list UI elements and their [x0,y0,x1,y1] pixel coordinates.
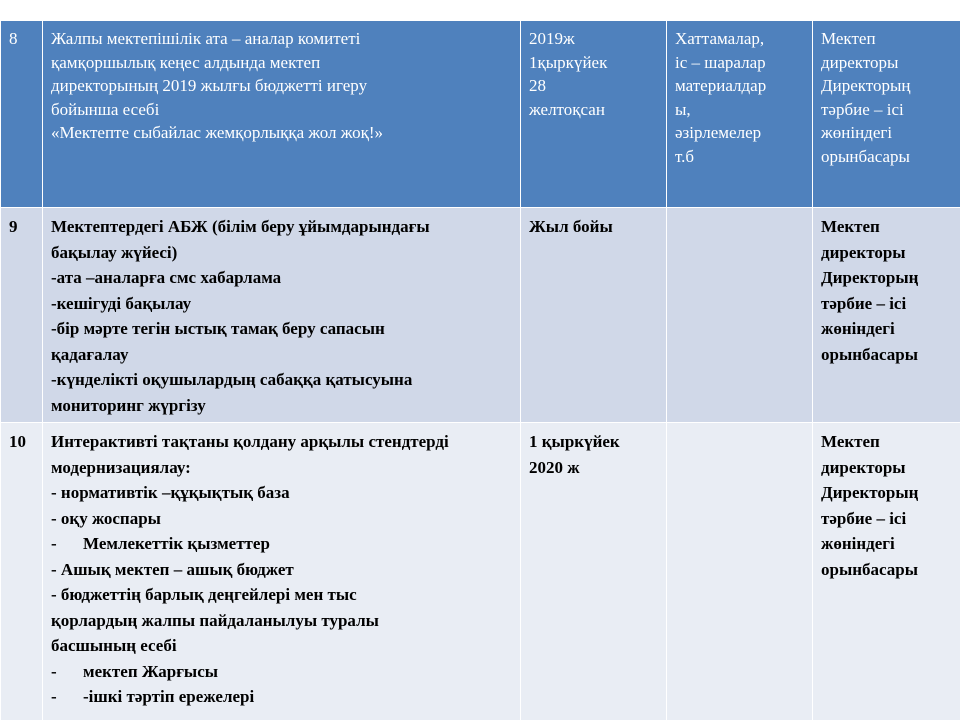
form-line: т.б [675,146,695,166]
responsible-line: жөніндегі [821,319,895,338]
event-line: басшының есебі [51,636,177,655]
responsible-line: Директорың [821,76,911,95]
event-line: Интерактивті тақтаны қолдану арқылы стендтерді [51,432,449,451]
bullet-text: мектеп Жарғысы [83,661,219,681]
responsible-line: Мектеп [821,29,876,48]
responsible-cell [813,423,960,720]
bullet-mark: - [51,661,57,681]
table-row [1,21,960,208]
form-line: Хаттамалар, [675,29,765,48]
date-line: 2019ж [529,29,575,48]
event-bullet [51,531,512,557]
date-line: 1қыркүйек [529,52,608,72]
plan-table [0,20,960,720]
responsible-line: жөніндегі [821,534,895,553]
event-line: қорлардың жалпы пайдаланылуы туралы [51,610,379,630]
date-line: 28 [529,76,546,95]
responsible-line: директоры [821,457,906,477]
event-line: -ата –аналарға смс хабарлама [51,268,282,287]
form-cell [667,21,813,208]
responsible-line: тәрбие – ісі [821,293,907,313]
event-line: мониторинг жүргізу [51,395,206,415]
event-line: модернизациялау: [51,457,191,477]
bullet-mark: - [51,687,57,706]
date-line: желтоқсан [529,99,605,119]
event-cell [43,21,521,208]
event-line: - оқу жоспары [51,508,161,528]
form-cell [667,423,813,720]
table-row [1,423,960,720]
row-number: 10 [1,423,43,720]
date-cell [521,21,667,208]
event-line: Жалпы мектепішілік ата – аналар комитеті [51,29,361,48]
bullet-text: -ішкі тәртіп ережелері [83,687,255,706]
form-line: іс – шаралар [675,52,766,72]
date-cell [521,208,667,423]
responsible-line: орынбасары [821,146,910,166]
bullet-mark: - [51,534,57,553]
responsible-line: директоры [821,52,899,72]
table-row [1,208,960,423]
responsible-line: тәрбие – ісі [821,508,907,528]
responsible-cell [813,21,960,208]
responsible-line: Директорың [821,268,919,287]
event-line: қадағалау [51,344,129,364]
event-line: бақылау жүйесі) [51,242,178,262]
form-line: материалдар [675,76,767,95]
responsible-line: Директорың [821,483,919,502]
date-cell [521,423,667,720]
form-line: ы, [675,99,691,119]
responsible-line: тәрбие – ісі [821,99,904,119]
event-bullet [51,684,512,710]
date-line: Жыл бойы [529,217,613,236]
form-line: әзірлемелер [675,123,762,142]
event-bullet [51,659,512,685]
responsible-line: жөніндегі [821,123,893,142]
date-line: 2020 ж [529,457,580,477]
form-cell [667,208,813,423]
event-line: - бюджеттің барлық деңгейлері мен тыс [51,585,357,604]
event-line: -бір мәрте тегін ыстық тамақ беру сапасын [51,319,385,338]
event-line: қамқоршылық кеңес алдында мектеп [51,52,321,72]
responsible-line: Мектеп [821,217,880,236]
event-line: директорының 2019 жылғы бюджетті игеру [51,76,368,95]
event-line: -күнделікті оқушылардың сабаққа қатысуына [51,370,413,389]
event-line: бойынша есебі [51,99,160,119]
event-cell [43,423,521,720]
responsible-cell [813,208,960,423]
event-line: «Мектепте сыбайлас жемқорлыққа жол жоқ!» [51,123,384,142]
responsible-line: орынбасары [821,559,919,579]
row-number: 8 [1,21,43,208]
date-line: 1 қыркүйек [529,432,620,451]
responsible-line: орынбасары [821,344,919,364]
row-number: 9 [1,208,43,423]
bullet-text: Мемлекеттік қызметтер [83,534,270,553]
responsible-line: Мектеп [821,432,880,451]
event-line: Мектептердегі АБЖ (білім беру ұйымдарындағы [51,217,430,236]
event-line: -кешігуді бақылау [51,293,192,313]
event-cell [43,208,521,423]
event-line: - Ашық мектеп – ашық бюджет [51,559,294,579]
event-line: - нормативтік –құқықтық база [51,483,290,502]
responsible-line: директоры [821,242,906,262]
